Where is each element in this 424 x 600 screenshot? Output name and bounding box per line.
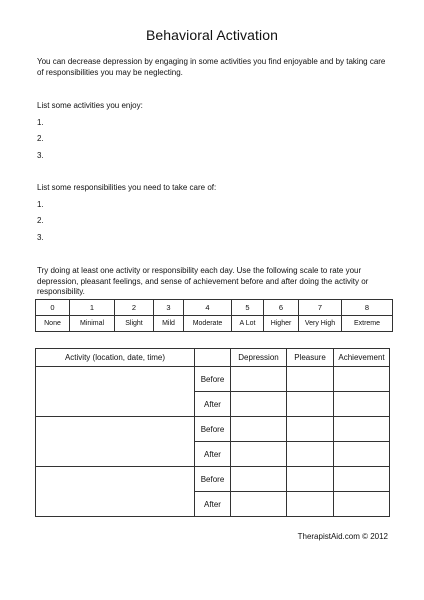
pleasure-cell[interactable] xyxy=(287,367,334,392)
depression-cell[interactable] xyxy=(231,367,287,392)
scale-label: Higher xyxy=(264,316,299,332)
pleasure-cell[interactable] xyxy=(287,392,334,417)
scale-number: 2 xyxy=(115,300,154,316)
scale-label-row xyxy=(36,316,393,332)
intro-paragraph: You can decrease depression by engaging in some activities you find enjoyable and by taking care of responsibilities you may be neglecting. xyxy=(37,57,386,77)
scale-label: Slight xyxy=(115,316,154,332)
scale-number: 8 xyxy=(342,300,393,316)
responsibility-item-3: 3. xyxy=(37,233,44,242)
pleasure-cell[interactable] xyxy=(287,442,334,467)
achievement-column-header: Achievement xyxy=(334,349,390,367)
enjoy-item-2: 2. xyxy=(37,134,44,143)
log-row-before xyxy=(36,417,390,442)
activity-entry-cell[interactable] xyxy=(36,467,195,517)
responsibilities-prompt: List some responsibilities you need to take care of: xyxy=(37,183,217,192)
scale-label: Extreme xyxy=(342,316,393,332)
rating-scale-table xyxy=(35,299,393,332)
scale-instructions: Try doing at least one activity or responsibility each day. Use the following scale to rate your depression, pleasant feelings, and sense of achievement before and after doing the activity or responsibility. xyxy=(37,266,369,296)
enjoy-item-3: 3. xyxy=(37,151,44,160)
responsibility-item-1: 1. xyxy=(37,200,44,209)
page-title: Behavioral Activation xyxy=(145,27,279,43)
achievement-cell[interactable] xyxy=(334,442,390,467)
achievement-cell[interactable] xyxy=(334,417,390,442)
before-label: Before xyxy=(195,467,231,492)
scale-number: 6 xyxy=(264,300,299,316)
depression-cell[interactable] xyxy=(231,392,287,417)
scale-number: 4 xyxy=(184,300,232,316)
activity-log-table xyxy=(35,348,390,517)
enjoy-prompt: List some activities you enjoy: xyxy=(37,101,143,110)
pleasure-cell[interactable] xyxy=(287,492,334,517)
before-label: Before xyxy=(195,417,231,442)
log-header-row xyxy=(36,349,390,367)
achievement-cell[interactable] xyxy=(334,492,390,517)
log-row-before xyxy=(36,367,390,392)
achievement-cell[interactable] xyxy=(334,467,390,492)
after-label: After xyxy=(195,392,231,417)
depression-cell[interactable] xyxy=(231,417,287,442)
pleasure-column-header: Pleasure xyxy=(287,349,334,367)
scale-number: 0 xyxy=(36,300,70,316)
depression-column-header: Depression xyxy=(231,349,287,367)
after-label: After xyxy=(195,442,231,467)
depression-cell[interactable] xyxy=(231,467,287,492)
activity-entry-cell[interactable] xyxy=(36,417,195,467)
scale-label: None xyxy=(36,316,70,332)
depression-cell[interactable] xyxy=(231,492,287,517)
before-label: Before xyxy=(195,367,231,392)
scale-number: 3 xyxy=(154,300,184,316)
scale-label: A Lot xyxy=(232,316,264,332)
scale-number-row xyxy=(36,300,393,316)
activity-column-header: Activity (location, date, time) xyxy=(36,349,195,367)
responsibility-item-2: 2. xyxy=(37,216,44,225)
scale-number: 7 xyxy=(299,300,342,316)
log-row-before xyxy=(36,467,390,492)
scale-label: Very High xyxy=(299,316,342,332)
after-label: After xyxy=(195,492,231,517)
achievement-cell[interactable] xyxy=(334,367,390,392)
copyright-footer: TherapistAid.com © 2012 xyxy=(297,532,388,541)
pleasure-cell[interactable] xyxy=(287,467,334,492)
scale-number: 1 xyxy=(70,300,115,316)
enjoy-item-1: 1. xyxy=(37,118,44,127)
scale-label: Minimal xyxy=(70,316,115,332)
scale-number: 5 xyxy=(232,300,264,316)
scale-label: Mild xyxy=(154,316,184,332)
scale-label: Moderate xyxy=(184,316,232,332)
achievement-cell[interactable] xyxy=(334,392,390,417)
pleasure-cell[interactable] xyxy=(287,417,334,442)
activity-entry-cell[interactable] xyxy=(36,367,195,417)
depression-cell[interactable] xyxy=(231,442,287,467)
timing-column-header xyxy=(195,349,231,367)
